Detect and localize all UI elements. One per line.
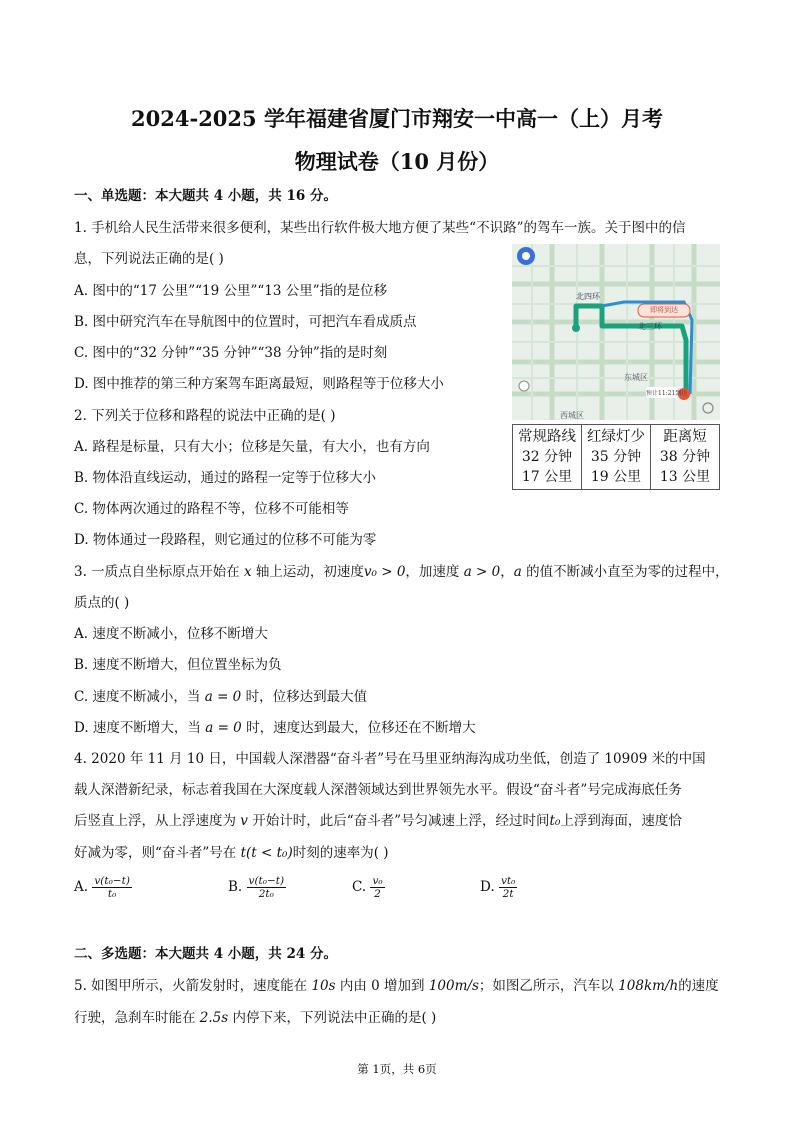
q1-stem-line1: 1. 手机给人民生活带来很多便利，某些出行软件极大地方便了某些“不识路”的驾车一族。关于图中的信 [74,220,686,236]
q5-text: 的速度 [678,978,719,994]
section2-heading: 二、多选题：本大题共 4 小题，共 24 分。 [74,946,337,962]
page-footer: 第 1页，共 6页 [357,1062,437,1076]
numerator: v(t₀−t) [94,875,130,887]
map-label-arriving: 即将到达 [650,306,678,314]
denominator: 2 [374,888,381,900]
q2-option-c: C. 物体两次通过的路程不等，位移不可能相等 [74,501,349,517]
map-drawing [512,244,720,420]
q3-stem-line2: 质点的( ) [74,595,130,611]
q3-math-a: a > 0 [463,564,501,580]
route-option-2 [582,425,651,489]
q4-line2: 载人深潜新纪录，标志着我国在大深度载人深潜领域达到世界领先水平。假设“奋斗者”号完成海底任务 [74,782,682,798]
q3-math-v0: v₀ > 0 [363,564,406,580]
q3-option-d [74,718,476,738]
q5-line2 [74,1008,436,1028]
q3-math-a-zero: a = 0 [205,720,242,736]
q4-math-v: v [240,813,248,829]
denominator: 2t [502,888,514,900]
option-label: A. [74,879,89,895]
q3-text: 时，位移达到最大值 [245,689,368,705]
q4-text: 上浮到海面，速度恰 [560,813,682,829]
q3-option-c [74,687,367,707]
q2-option-d: D. 物体通过一段路程，则它通过的位移不可能为零 [74,532,377,548]
q2-option-a: A. 路程是标量，只有大小；位移是矢量，有大小，也有方向 [74,439,430,455]
fraction [370,875,384,900]
q3-text: 3. 一质点自坐标原点开始在 [74,564,240,580]
q4-math-t0: t₀ [549,813,561,829]
numerator: v(t₀−t) [248,875,285,887]
route-name: 常规路线 [518,429,576,445]
q3-math-a-var: a [513,564,522,580]
q4-text: 开始计时，此后“奋斗者”号匀减速上浮，经过时间 [252,813,550,829]
q2-option-b: B. 物体沿直线运动，通过的路程一定等于位移大小 [74,470,377,486]
q4-option-c [352,875,385,900]
q3-text: ， [500,564,514,580]
denominator: 2t₀ [258,888,274,900]
numerator: vt₀ [500,875,516,887]
q5-text: 内停下来，下列说法中正确的是( ) [232,1010,437,1026]
q5-math: 100m/s [428,978,479,994]
route-distance: 13 公里 [659,469,711,485]
fraction [247,875,287,900]
route-time: 32 分钟 [521,449,573,465]
q5-math: 2.5s [199,1010,229,1026]
route-option-3 [651,425,719,489]
map-label-eta: 预计11:21到达 [646,390,688,397]
q4-option-d [480,875,517,900]
q4-text: 时刻的速率为( ) [292,845,389,861]
q5-text: ；如图乙所示，汽车以 [478,978,614,994]
fraction [499,875,517,900]
q3-text: 时，速度达到最大，位移还在不断增大 [246,720,476,736]
option-label: D. [480,879,495,895]
navigation-map-figure [512,244,720,420]
q3-text: C. 速度不断减小，当 [74,689,201,705]
q3-text: 轴上运动，初速度 [255,564,364,580]
q3-option-a: A. 速度不断减小，位移不断增大 [74,626,268,642]
route-name: 距离短 [663,429,707,445]
map-label-dongcheng: 东城区 [624,373,648,382]
q5-line1 [74,976,719,996]
exam-title-line2: 物理试卷（10 月份） [294,149,500,174]
q1-option-b: B. 图中研究汽车在导航图中的位置时，可把汽车看成质点 [74,314,417,330]
q1-option-c: C. 图中的“32 分钟”“35 分钟”“38 分钟”指的是时刻 [74,345,388,361]
route-name: 红绿灯少 [587,429,645,445]
q4-option-b [228,875,286,900]
map-label-xicheng: 西城区 [560,411,584,420]
denominator: t₀ [107,888,117,900]
q4-line3 [74,811,682,831]
fraction [92,875,132,900]
route-distance: 19 公里 [590,469,642,485]
q4-math-t: t(t < t₀) [240,845,293,861]
option-label: B. [228,879,243,895]
route-distance: 17 公里 [521,469,573,485]
option-label: C. [352,879,367,895]
route-options-table [512,424,720,490]
q5-text: 行驶，急刹车时能在 [74,1010,196,1026]
q1-option-d: D. 图中推荐的第三种方案驾车距离最短，则路程等于位移大小 [74,376,444,392]
map-label-north3: 北三环 [638,322,662,331]
section1-heading: 一、单选题：本大题共 4 小题，共 16 分。 [74,188,337,204]
q4-text: 好减为零，则“奋斗者”号在 [74,845,237,861]
q3-stem-line1 [74,562,729,582]
q3-option-b: B. 速度不断增大，但位置坐标为负 [74,657,282,673]
q5-math: 10s [311,978,336,994]
q4-line4 [74,843,389,863]
exam-title-line1: 2024-2025 学年福建省厦门市翔安一中高一（上）月考 [131,106,663,131]
q2-stem: 2. 下列关于位移和路程的说法中正确的是( ) [74,408,336,424]
route-time: 38 分钟 [659,449,711,465]
q4-option-a [74,875,132,900]
q1-option-a: A. 图中的“17 公里”“19 公里”“13 公里”指的是位移 [74,283,388,299]
q4-line1: 4. 2020 年 11 月 10 日，中国载人深潜器“奋斗者”号在马里亚纳海沟成功坐低，创造了 10909 米的中国 [74,751,706,767]
q3-text: D. 速度不断增大，当 [74,720,201,736]
numerator: v₀ [372,875,383,887]
q3-text: 的值不断减小直至为零的过程中， [526,564,729,580]
q3-math-x: x [243,564,252,580]
q1-stem-line2: 息，下列说法正确的是( ) [74,251,224,267]
map-label-north4: 北四环 [576,292,600,301]
route-time: 35 分钟 [590,449,642,465]
q4-text: 后竖直上浮，从上浮速度为 [74,813,236,829]
route-option-1 [513,425,582,489]
q3-text: ，加速度 [405,564,460,580]
q5-math: 108km/h [618,978,679,994]
q5-text: 内由 0 增加到 [339,978,425,994]
q3-math-a-zero: a = 0 [204,689,242,705]
q5-text: 5. 如图甲所示，火箭发射时，速度能在 [74,978,308,994]
